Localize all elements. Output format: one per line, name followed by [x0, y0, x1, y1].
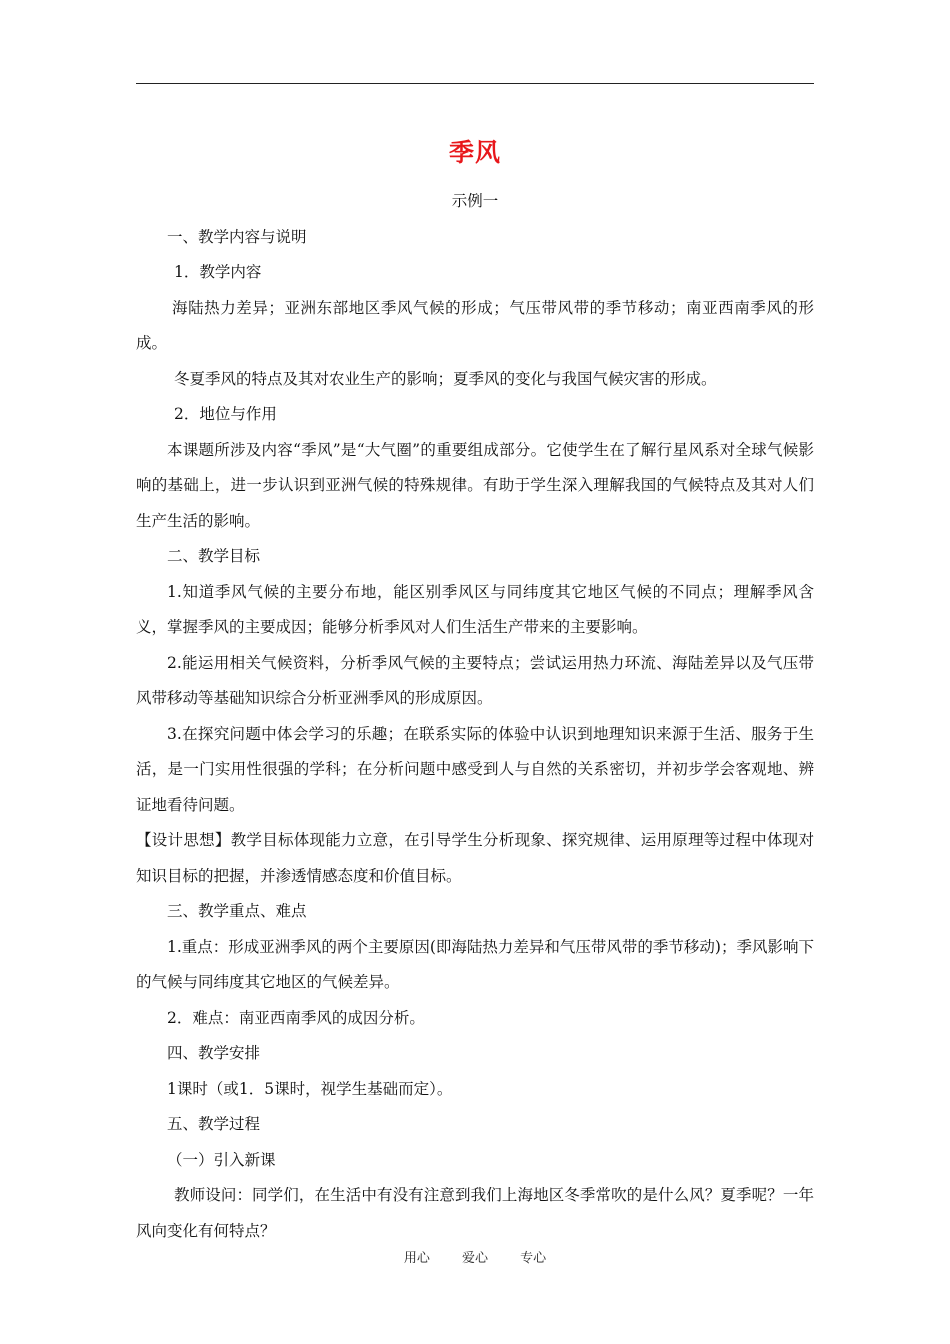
- paragraph: 海陆热力差异；亚洲东部地区季风气候的形成；气压带风带的季节移动；南亚西南季风的形成。: [136, 298, 814, 352]
- paragraph: 教师设问：同学们，在生活中有没有注意到我们上海地区冬季常吹的是什么风？夏季呢？一年风向变化有何特点？: [136, 1186, 814, 1240]
- document-title: 季风: [448, 138, 501, 167]
- section-heading-4: 四、教学安排: [167, 1044, 261, 1062]
- paragraph: 2．难点：南亚西南季风的成因分析。: [167, 1008, 425, 1027]
- header-rule: [136, 83, 814, 84]
- paragraph: 3.在探究问题中体会学习的乐趣；在联系实际的体验中认识到地理知识来源于生活、服务于生活，是一门实用性很强的学科；在分析问题中感受到人与自然的关系密切，并初步学会客观地、辨证地看待问题。: [136, 724, 814, 814]
- footer-text: 专心: [520, 1251, 547, 1266]
- paragraph: 2.能运用相关气候资料，分析季风气候的主要特点；尝试运用热力环流、海陆差异以及气压带风带移动等基础知识综合分析亚洲季风的形成原因。: [136, 653, 814, 707]
- paragraph: 1.重点：形成亚洲季风的两个主要原因(即海陆热力差异和气压带风带的季节移动)；季风影响下的气候与同纬度其它地区的气候差异。: [136, 937, 814, 991]
- footer-text: 用心: [403, 1251, 430, 1266]
- footer-text: 爱心: [461, 1251, 488, 1266]
- subheading-5-1: （一）引入新课: [167, 1150, 276, 1169]
- section-heading-1: 一、教学内容与说明: [167, 227, 307, 246]
- paragraph: 冬夏季风的特点及其对农业生产的影响；夏季风的变化与我国气候灾害的形成。: [174, 369, 717, 388]
- section-heading-5: 五、教学过程: [167, 1115, 261, 1133]
- subheading-1-1: 1．教学内容: [174, 263, 262, 281]
- section-heading-2: 二、教学目标: [167, 547, 261, 565]
- paragraph: 本课题所涉及内容“季风”是“大气圈”的重要组成部分。它使学生在了解行星风系对全球气候影响的基础上，进一步认识到亚洲气候的特殊规律。有助于学生深入理解我国的气候特点及其对人们生产生活的影响。: [136, 440, 814, 530]
- paragraph: 1课时（或1．5课时，视学生基础而定）。: [167, 1079, 453, 1098]
- subheading-1-2: 2．地位与作用: [174, 405, 277, 423]
- document-body: [136, 184, 814, 1249]
- section-heading-3: 三、教学重点、难点: [167, 902, 307, 920]
- paragraph: 1.知道季风气候的主要分布地，能区别季风区与同纬度其它地区气候的不同点；理解季风含义，掌握季风的主要成因；能够分析季风对人们生活生产带来的主要影响。: [136, 582, 814, 636]
- subtitle: 示例一: [451, 192, 499, 210]
- page-footer: [0, 1247, 950, 1266]
- design-note: 【设计思想】教学目标体现能力立意，在引导学生分析现象、探究规律、运用原理等过程中体现对知识目标的把握，并渗透情感态度和价值目标。: [136, 831, 814, 885]
